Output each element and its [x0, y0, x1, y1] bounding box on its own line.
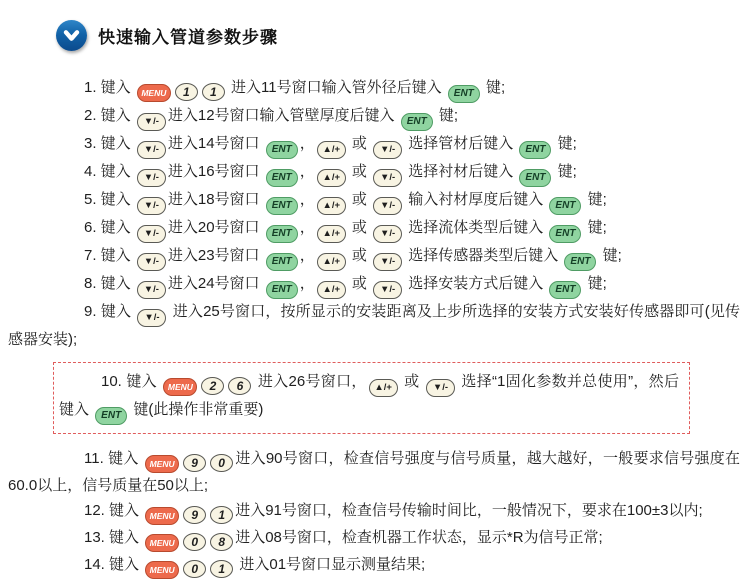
step-text: 进入24号窗口 [167, 275, 264, 292]
step-text: 键; [434, 107, 459, 124]
step-text: 选择管材后键入 [404, 135, 518, 152]
step-4 [8, 159, 740, 187]
step-text: 进入20号窗口 [167, 219, 264, 236]
step-text: 进入11号窗口输入管外径后键入 [226, 79, 446, 96]
menu-key: MENU [145, 561, 179, 579]
up-arrow-key: ▲/+ [317, 225, 346, 243]
ent-key: ENT [448, 85, 480, 103]
step-text: 9. 键入 [84, 303, 136, 320]
digit-key-0: 0 [210, 454, 233, 472]
step-text: 进入16号窗口 [167, 163, 264, 180]
step-text: 键; [583, 219, 607, 236]
step-text: 或 [399, 373, 424, 390]
step-1 [8, 75, 740, 103]
ent-key: ENT [549, 281, 581, 299]
ent-key: ENT [549, 225, 581, 243]
digit-key-2: 2 [201, 377, 224, 395]
ent-key: ENT [266, 225, 298, 243]
step-text: 5. 键入 [84, 191, 135, 208]
step-text: ， [299, 219, 315, 236]
up-arrow-key: ▲/+ [317, 141, 346, 159]
step-6 [8, 215, 740, 243]
digit-key-6: 6 [228, 377, 251, 395]
up-arrow-key: ▲/+ [317, 169, 346, 187]
step-text: 或 [347, 219, 372, 236]
menu-key: MENU [145, 534, 179, 552]
down-arrow-key: ▼/- [373, 281, 402, 299]
digit-key-1: 1 [210, 506, 233, 524]
step-text: 或 [347, 163, 372, 180]
step-text: 2. 键入 [84, 107, 135, 124]
down-arrow-key: ▼/- [137, 309, 166, 327]
digit-key-8: 8 [210, 533, 233, 551]
step-text: 进入90号窗口，检查信号强度与信号质量，越大越好，一般要求信号强度在60.0以上，信号质量在50以上; [8, 450, 740, 494]
step-text: 11. 键入 [84, 450, 144, 467]
step-text: ， [299, 247, 315, 264]
up-arrow-key: ▲/+ [369, 379, 398, 397]
step-text: 或 [347, 275, 372, 292]
step-text: 选择“1固化参数并总使用”，然后键入 [59, 373, 679, 418]
digit-key-9: 9 [183, 506, 206, 524]
ent-key: ENT [266, 197, 298, 215]
step-text: 14. 键入 [84, 556, 144, 573]
step-text: 进入23号窗口 [167, 247, 264, 264]
step-text: 输入衬材厚度后键入 [404, 191, 548, 208]
ent-key: ENT [564, 253, 596, 271]
down-arrow-key: ▼/- [373, 141, 402, 159]
step-text: 3. 键入 [84, 135, 135, 152]
up-arrow-key: ▲/+ [317, 281, 346, 299]
step-text: 或 [347, 247, 372, 264]
step-text: 键; [598, 247, 622, 264]
step-text: 12. 键入 [84, 502, 144, 519]
page-title: 快速输入管道参数步骤 [98, 28, 278, 47]
digit-key-1: 1 [175, 83, 198, 101]
up-arrow-key: ▲/+ [317, 253, 346, 271]
down-arrow-key: ▼/- [426, 379, 455, 397]
step-text: 进入26号窗口， [253, 373, 367, 390]
down-arrow-key: ▼/- [373, 225, 402, 243]
ent-key: ENT [519, 141, 551, 159]
ent-key: ENT [266, 253, 298, 271]
ent-key: ENT [549, 197, 581, 215]
step-text: 13. 键入 [84, 529, 144, 546]
step-text: 7. 键入 [84, 247, 135, 264]
step-2 [8, 103, 740, 131]
step-text: 选择衬材后键入 [404, 163, 518, 180]
step-text: 6. 键入 [84, 219, 135, 236]
step-text: 键; [553, 163, 577, 180]
steps-list [0, 75, 750, 579]
digit-key-0: 0 [183, 560, 206, 578]
step-5 [8, 187, 740, 215]
step-text: ， [299, 163, 315, 180]
digit-key-9: 9 [183, 454, 206, 472]
menu-key: MENU [145, 507, 179, 525]
step-text: 进入12号窗口输入管壁厚度后键入 [167, 107, 399, 124]
step-text: 10. 键入 [101, 373, 162, 390]
down-arrow-key: ▼/- [137, 281, 166, 299]
step-7 [8, 243, 740, 271]
step-10 [59, 369, 679, 425]
down-arrow-key: ▼/- [137, 169, 166, 187]
step-text: 进入01号窗口显示测量结果; [235, 556, 426, 573]
step-text: 选择传感器类型后键入 [404, 247, 563, 264]
down-arrow-key: ▼/- [137, 225, 166, 243]
down-arrow-key: ▼/- [137, 141, 166, 159]
step-text: 1. 键入 [84, 79, 135, 96]
chevron-down-icon[interactable] [56, 20, 87, 51]
step-text: 8. 键入 [84, 275, 135, 292]
ent-key: ENT [266, 281, 298, 299]
ent-key: ENT [266, 141, 298, 159]
ent-key: ENT [519, 169, 551, 187]
step-8 [8, 271, 740, 299]
important-step-box [53, 362, 690, 434]
step-text: 或 [347, 135, 372, 152]
menu-key: MENU [163, 378, 197, 396]
down-arrow-key: ▼/- [137, 197, 166, 215]
step-3 [8, 131, 740, 159]
step-11 [8, 446, 740, 498]
step-text: 键(此操作非常重要) [129, 401, 264, 418]
step-text: 键; [583, 191, 607, 208]
down-arrow-key: ▼/- [137, 253, 166, 271]
ent-key: ENT [95, 407, 127, 425]
step-text: 进入25号窗口，按所显示的安装距离及上步所选择的安装方式安装好传感器即可(见传感器安装); [8, 303, 740, 348]
step-text: 进入91号窗口，检查信号传输时间比，一般情况下，要求在100±3以内; [235, 502, 703, 519]
digit-key-0: 0 [183, 533, 206, 551]
step-text: 键; [583, 275, 607, 292]
menu-key: MENU [145, 455, 179, 473]
step-text: 选择安装方式后键入 [404, 275, 548, 292]
step-text: 进入18号窗口 [167, 191, 264, 208]
ent-key: ENT [401, 113, 433, 131]
step-9 [8, 299, 740, 352]
step-text: ， [299, 275, 315, 292]
step-12 [8, 498, 740, 525]
step-text: 或 [347, 191, 372, 208]
up-arrow-key: ▲/+ [317, 197, 346, 215]
step-text: ， [299, 191, 315, 208]
down-arrow-key: ▼/- [373, 253, 402, 271]
ent-key: ENT [266, 169, 298, 187]
down-arrow-key: ▼/- [373, 169, 402, 187]
step-text: 键; [481, 79, 506, 96]
digit-key-1: 1 [210, 560, 233, 578]
step-text: 4. 键入 [84, 163, 135, 180]
step-text: 键; [553, 135, 577, 152]
down-arrow-key: ▼/- [373, 197, 402, 215]
down-arrow-key: ▼/- [137, 113, 166, 131]
step-text: 选择流体类型后键入 [404, 219, 548, 236]
digit-key-1: 1 [202, 83, 225, 101]
step-text: 进入08号窗口，检查机器工作状态，显示*R为信号正常; [235, 529, 603, 546]
step-text: ， [299, 135, 315, 152]
section-header [0, 0, 750, 51]
menu-key: MENU [137, 84, 171, 102]
step-text: 进入14号窗口 [167, 135, 264, 152]
step-13 [8, 525, 740, 552]
step-14 [8, 552, 740, 579]
